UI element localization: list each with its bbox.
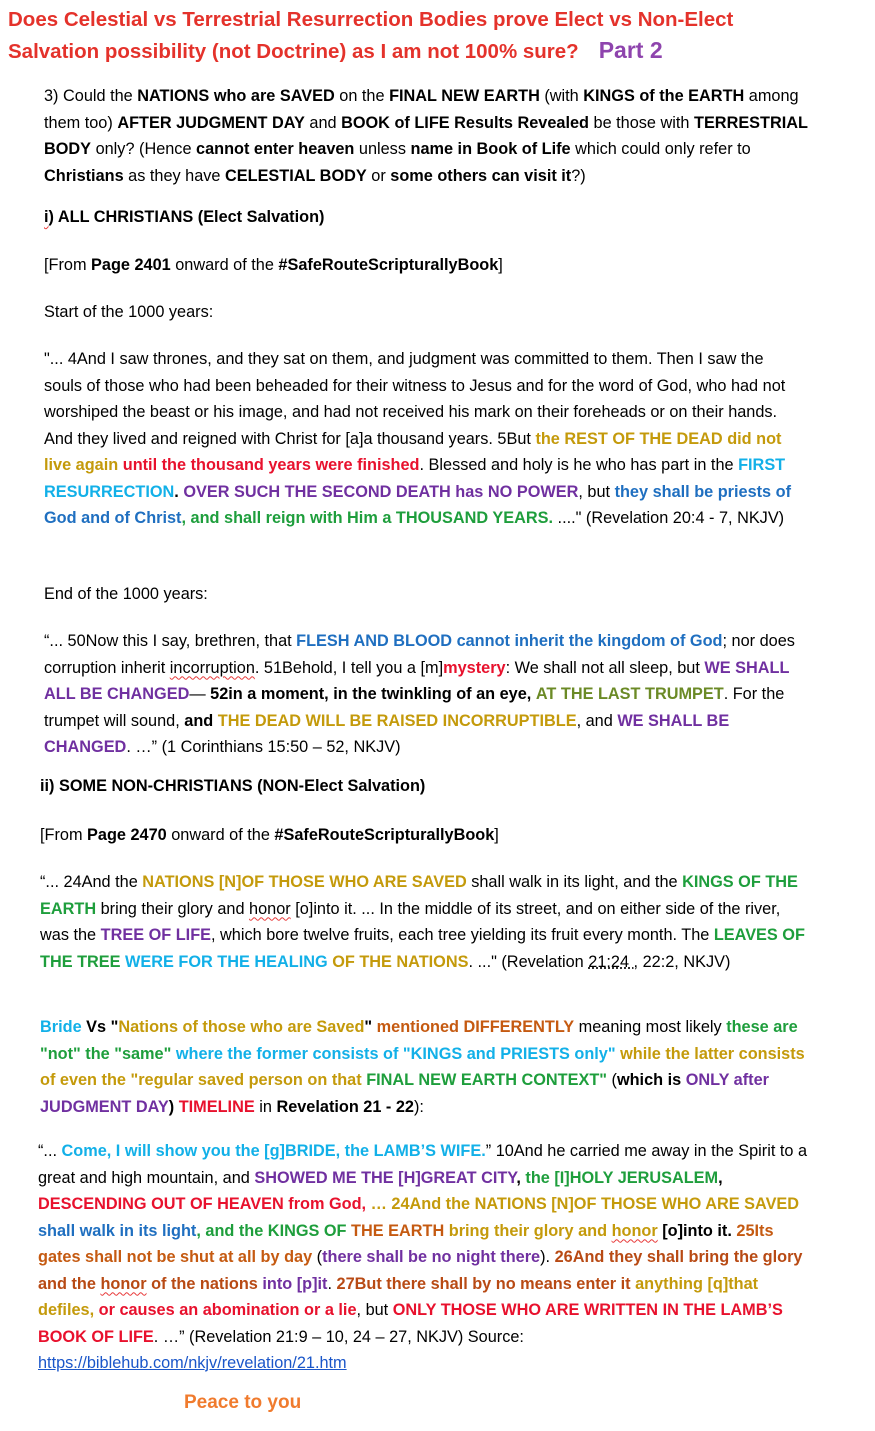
text: 21:24 ,	[588, 952, 639, 971]
emph: SHOWED ME THE [H]GREAT CITY	[254, 1168, 517, 1187]
text: )	[168, 1097, 179, 1116]
book-hashtag: #SafeRouteScripturallyBook	[278, 256, 499, 274]
text: i	[44, 208, 49, 226]
closing-text: Peace to you	[184, 1392, 302, 1413]
source-link[interactable]: https://biblehub.com/nkjv/revelation/21.htm	[38, 1354, 347, 1372]
emph: TIMELINE	[178, 1097, 255, 1116]
emph: which is	[616, 1071, 682, 1089]
text: (with	[539, 87, 584, 105]
emph: 52in a moment, in the twinkling of an eye,	[210, 685, 532, 703]
emph: AT THE LAST TRUMPET	[535, 685, 724, 703]
emph: Come, I will show you the [g]BRIDE, the LAMB’S WIFE.	[61, 1142, 486, 1160]
emph: honor	[100, 1274, 147, 1293]
emph: or causes an abomination or a lie	[98, 1301, 357, 1319]
emph: anything [q]that defiles,	[38, 1274, 759, 1319]
emph: NATIONS [N]OF THOSE WHO ARE SAVED	[142, 873, 467, 891]
emph: Revelation 21 - 22	[276, 1097, 414, 1116]
emph: WE SHALL ALL BE CHANGED	[44, 658, 790, 703]
question-3	[44, 83, 814, 189]
text: “...	[38, 1142, 62, 1160]
emph: these are "not" the "same"	[40, 1018, 798, 1063]
emph: CELESTIAL BODY	[225, 166, 367, 185]
text: on the	[334, 87, 390, 105]
title-line-1: Does Celestial vs Terrestrial Resurrection Bodies prove Elect vs Non-Elect	[8, 8, 734, 31]
text: —	[189, 685, 211, 703]
text: 22:2, NKJV)	[638, 952, 731, 971]
page-title	[8, 4, 870, 67]
text: "	[364, 1018, 377, 1036]
text: , but	[356, 1301, 393, 1319]
text: , and	[576, 711, 618, 730]
emph: where the former consists of "KINGS and PRIESTS only"	[175, 1044, 616, 1063]
emph: LEAVES OF THE TREE	[40, 926, 805, 971]
text: . 51Behold, I tell you a [m]	[254, 658, 444, 677]
start-label: Start of the 1000 years:	[44, 303, 214, 321]
emph: THE DEAD WILL BE RAISED INCORRUPTIBLE	[217, 711, 577, 730]
text: and	[304, 113, 342, 132]
emph: the REST OF THE DEAD did not live again	[44, 429, 782, 474]
page-ref: Page 2401	[91, 256, 171, 274]
page-ref: Page 2470	[87, 826, 167, 844]
text: ]	[494, 826, 499, 844]
emph: KINGS of the EARTH	[583, 87, 745, 105]
text: 3) Could the	[44, 87, 138, 105]
text: be those with	[589, 113, 694, 132]
emph: FLESH AND BLOOD cannot inherit the kingdom of God	[296, 632, 723, 650]
text: in	[254, 1097, 277, 1116]
emph: the [I]HOLY JERUSALEM	[525, 1168, 719, 1187]
emph: THE EARTH	[351, 1221, 445, 1240]
emph: and	[184, 711, 214, 730]
emph: DESCENDING OUT OF HEAVEN from God,	[38, 1195, 367, 1213]
title-line-2: Salvation possibility (not Doctrine) as I am not 100% sure?	[8, 40, 579, 63]
text: Vs "	[81, 1018, 119, 1036]
text: . ..." (Revelation	[468, 952, 589, 971]
emph: cannot enter heaven	[196, 140, 355, 158]
text: : We shall not all sleep, but	[505, 658, 705, 677]
section-1-source	[44, 252, 503, 279]
emph: 27But there shall by no means enter it	[336, 1274, 631, 1293]
text: ]	[498, 256, 503, 274]
emph: there shall be no night there	[322, 1248, 541, 1266]
emph: OVER SUCH THE SECOND DEATH has NO POWER	[183, 482, 579, 501]
text: ...." (Revelation 20:4 - 7, NKJV)	[553, 509, 785, 527]
text: , which bore twelve fruits, each tree yielding its fruit every month. The	[211, 926, 714, 944]
emph: and shall reign with Him a THOUSAND YEARS.	[190, 509, 554, 527]
text: ).	[540, 1248, 555, 1266]
revelation-21-quote-b	[38, 1138, 808, 1377]
emph: ONLY after JUDGMENT DAY	[40, 1071, 769, 1116]
revelation-20-quote	[44, 346, 804, 532]
text: only? (Hence	[91, 140, 197, 158]
emph: into [p]it	[262, 1274, 328, 1293]
text: bring their glory and	[96, 899, 250, 918]
text: honor	[249, 899, 291, 918]
emph: 25Its gates shall not be shut at all by day	[38, 1221, 774, 1266]
emph: … 24And the NATIONS [N]OF THOSE WHO ARE SAVED	[370, 1195, 800, 1213]
emph: and the KINGS OF	[205, 1221, 347, 1240]
text: ) ALL CHRISTIANS (Elect Salvation)	[48, 208, 325, 226]
book-hashtag: #SafeRouteScripturallyBook	[274, 826, 495, 844]
text: "... 4And I saw thrones, and they sat on them, and judgment was committed to them. Then I saw the souls of those who had been beheaded for their witness to Jesus and for the word of God, who had not worshiped the beast or his image, and had not received his mark on their foreheads or on their hands. And they lived and reigned with Christ for [a]a thousand years. 5But	[44, 350, 786, 448]
emph: FINAL NEW EARTH	[389, 87, 540, 105]
text: onward of the	[170, 256, 279, 274]
emph: while the latter consists of even the "regular saved person on that	[40, 1044, 805, 1089]
emph: OF THE NATIONS	[332, 952, 469, 971]
text: incorruption	[169, 658, 255, 677]
emph: NATIONS who are SAVED	[137, 87, 335, 105]
emph: of the nations	[151, 1274, 258, 1293]
corinthians-quote	[44, 628, 804, 761]
emph: KINGS OF THE EARTH	[40, 873, 798, 918]
emph: name in Book of Life	[410, 140, 571, 158]
emph: mentioned DIFFERENTLY	[376, 1018, 575, 1036]
text: among them too)	[44, 87, 799, 132]
text: . Blessed and holy is he who has part in the	[419, 456, 739, 474]
emph: mystery	[443, 658, 506, 677]
text: meaning most likely	[574, 1018, 727, 1036]
text: . …” (1 Corinthians 15:50 – 52, NKJV)	[126, 738, 401, 756]
text: or	[366, 166, 391, 185]
emph: shall walk in its light	[38, 1221, 197, 1240]
part-label: Part 2	[598, 37, 663, 63]
text: ,	[516, 1168, 526, 1187]
text: ,	[196, 1221, 206, 1240]
emph: they shall be priests of God and of Christ	[44, 482, 791, 527]
bride-vs-nations-note	[40, 1014, 808, 1120]
text: ,	[718, 1168, 723, 1187]
text: ):	[414, 1097, 424, 1116]
text: which could only refer to	[570, 140, 751, 158]
text: “... 24And the	[40, 873, 143, 891]
text: ?)	[571, 166, 586, 185]
emph: FINAL NEW EARTH CONTEXT"	[366, 1071, 607, 1089]
text: onward of the	[166, 826, 275, 844]
text: .	[327, 1274, 337, 1293]
emph: some others can visit it	[390, 166, 572, 185]
emph: TERRESTRIAL BODY	[44, 113, 808, 158]
emph: 26And they shall bring the glory and the	[38, 1248, 803, 1293]
emph: FIRST RESURRECTION	[44, 456, 786, 501]
emph: Christians	[44, 166, 124, 185]
text: [o]into it. ... In the middle of its street, and on either side of the river, was the	[40, 899, 781, 944]
emph: Nations of those who are Saved	[118, 1018, 365, 1036]
emph: until the thousand years were finished	[122, 456, 420, 474]
emph: AFTER JUDGMENT DAY	[117, 113, 305, 132]
text: (	[312, 1248, 323, 1266]
emph: ONLY THOSE WHO ARE WRITTEN IN THE LAMB’S BOOK OF LIFE	[38, 1301, 783, 1346]
revelation-21-quote-a	[40, 869, 808, 975]
emph: TREE OF LIFE	[100, 926, 211, 944]
emph: Bride	[40, 1018, 82, 1036]
text: , but	[578, 482, 615, 501]
text: ” 10And he carried me away in the Spirit to a great and high mountain, and	[38, 1142, 808, 1187]
text: ; nor does corruption inherit	[44, 632, 795, 677]
text: . For the trumpet will sound,	[44, 685, 785, 730]
text: unless	[354, 140, 411, 158]
emph: [o]into it.	[662, 1221, 732, 1240]
emph: BOOK of LIFE Results Revealed	[341, 113, 589, 132]
text: (	[606, 1071, 617, 1089]
text: [From	[44, 256, 92, 274]
text: “... 50Now this I say, brethren, that	[44, 632, 297, 650]
text: as they have	[123, 166, 225, 185]
text: shall walk in its light, and the	[466, 873, 683, 891]
emph: WERE FOR THE HEALING	[125, 952, 328, 971]
emph: bring their glory and	[448, 1221, 608, 1240]
text: . …” (Revelation 21:9 – 10, 24 – 27, NKJV) Source:	[153, 1327, 524, 1346]
section-2-heading: ii) SOME NON-CHRISTIANS (NON-Elect Salvation)	[40, 777, 426, 795]
section-1-heading	[44, 204, 324, 231]
text: ,	[181, 509, 191, 527]
end-label: End of the 1000 years:	[44, 585, 208, 603]
emph: WE SHALL BE CHANGED	[44, 711, 730, 756]
text: [From	[40, 826, 88, 844]
text: .	[174, 482, 184, 501]
emph: honor	[611, 1221, 658, 1240]
section-2-source	[40, 822, 499, 849]
